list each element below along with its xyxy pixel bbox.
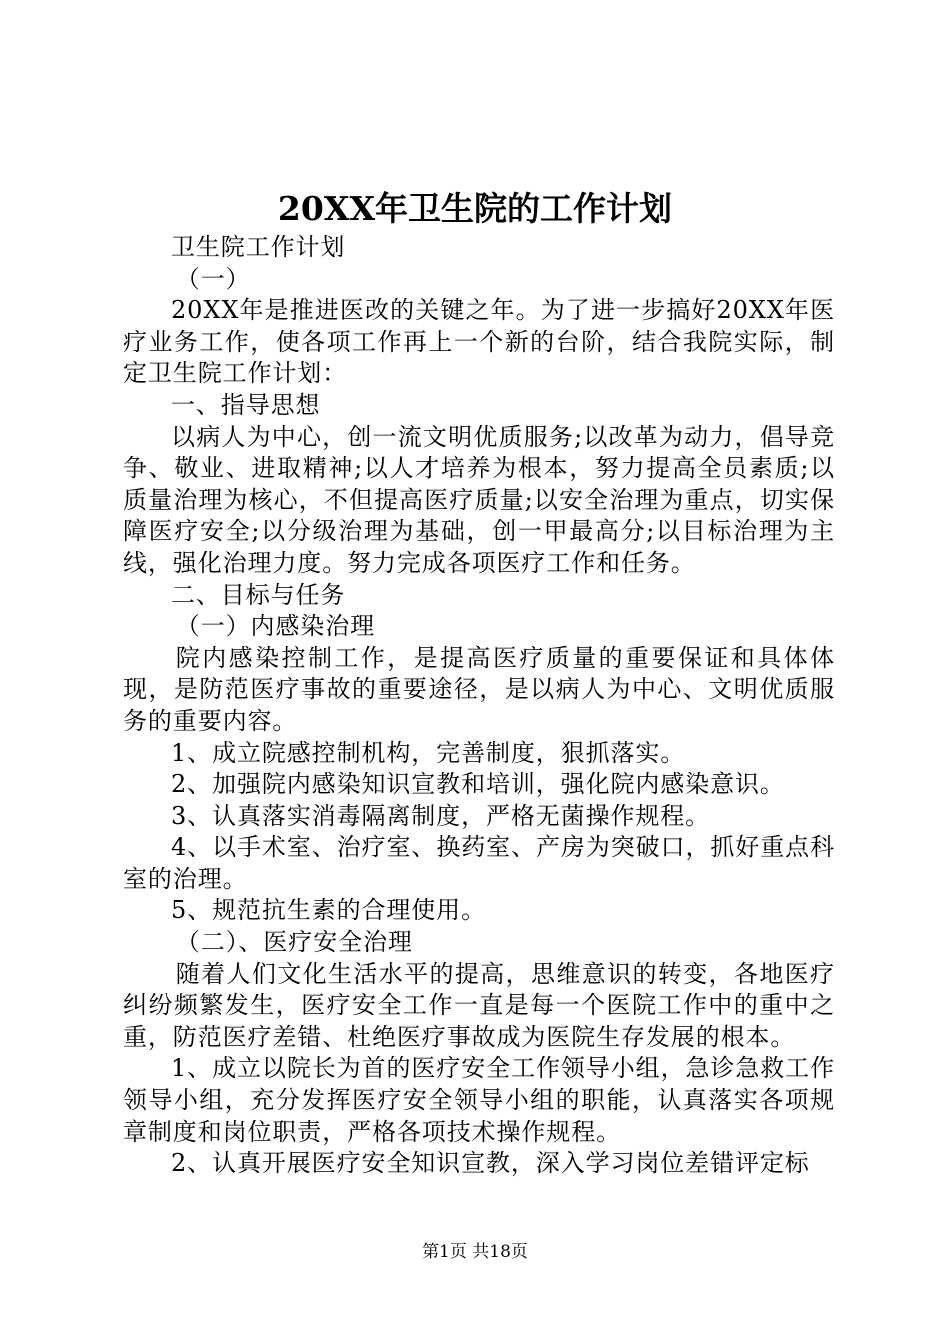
list-item: 2、加强院内感染知识宣教和培训，强化院内感染意识。 (171, 770, 785, 799)
list-item: 2、认真开展医疗安全知识宣教，深入学习岗位差错评定标 (171, 1149, 810, 1178)
paragraph-medical-safety: 随着人们文化生活水平的提高，思维意识的转变，各地医疗纠纷频繁发生，医疗安全工作一直是每一个医院工作中的重中之重，防范医疗差错、杜绝医疗事故成为医院生存发展的根本。 (123, 959, 835, 1051)
list-item: 1、成立以院长为首的医疗安全工作领导小组，急诊急救工作领导小组，充分发挥医疗安全领导小组的职能，认真落实各项规章制度和岗位职责，严格各项技术操作规程。 (123, 1054, 835, 1146)
list-item: 1、成立院感控制机构，完善制度，狠抓落实。 (171, 738, 686, 767)
list-item: 3、认真落实消毒隔离制度，严格无菌操作规程。 (171, 801, 711, 830)
document-body (123, 232, 835, 1180)
paragraph-infection-control: 院内感染控制工作，是提高医疗质量的重要保证和具体体现，是防范医疗事故的重要途径，是以病人为中心、文明优质服务的重要内容。 (123, 643, 835, 735)
list-item: 5、规范抗生素的合理使用。 (171, 896, 486, 925)
paragraph-section-marker: （一） (175, 264, 251, 293)
section-heading-guiding-ideology: 一、指导思想 (171, 390, 321, 419)
page-footer: 第1页 共18页 (422, 1242, 528, 1262)
subsection-heading-infection-control: （一）内感染治理 (175, 612, 375, 641)
document-title: 20XX年卫生院的工作计划 (277, 189, 673, 228)
paragraph-heading: 卫生院工作计划 (171, 233, 346, 261)
paragraph-guiding-ideology: 以病人为中心，创一流文明优质服务;以改革为动力，倡导竞争、敬业、进取精神;以人才培养为根本，努力提高全员素质;以质量治理为核心，不但提高医疗质量;以安全治理为重点，切实保障医疗安全;以分级治理为基础，创一甲最高分;以目标治理为主线，强化治理力度。努力完成各项医疗工作和任务。 (123, 422, 835, 577)
paragraph-intro: 20XX年是推进医改的关键之年。为了进一步搞好20XX年医疗业务工作，使各项工作再上一个新的台阶，结合我院实际，制定卫生院工作计划： (123, 296, 835, 388)
section-heading-goals-tasks: 二、目标与任务 (171, 580, 346, 609)
subsection-heading-medical-safety: （二）、医疗安全治理 (175, 928, 413, 957)
list-item: 4、以手术室、治疗室、换药室、产房为突破口，抓好重点科室的治理。 (123, 833, 835, 893)
